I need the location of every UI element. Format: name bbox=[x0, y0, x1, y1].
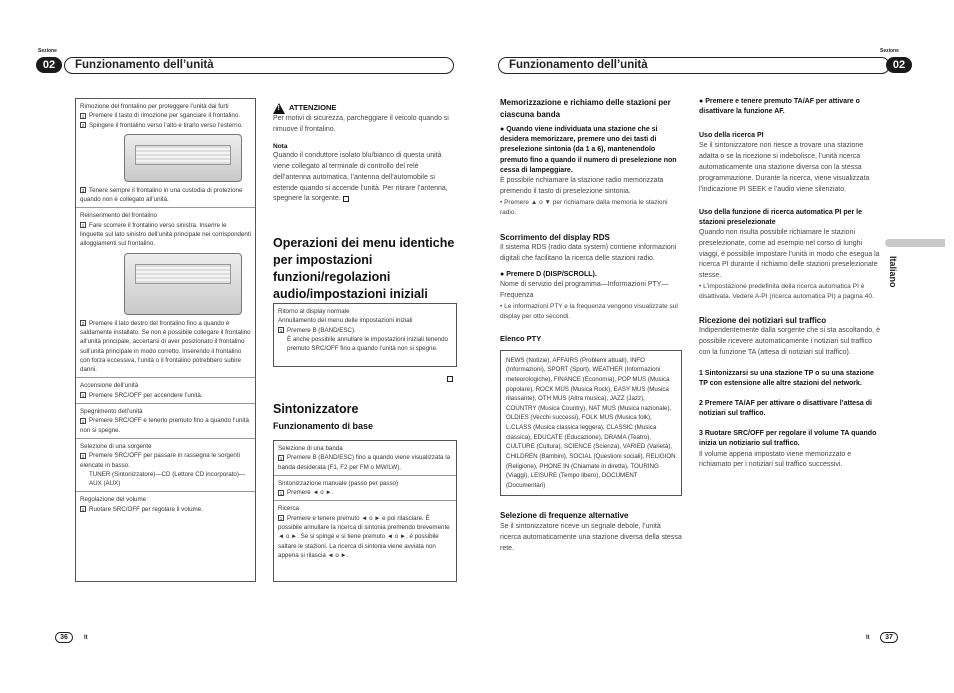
reattach-step2: Premere il lato destro del frontalino fino a quando è saldamente installato. Se non è possibile collegare il frontalino all’unità principale, accertarsi di aver posizionato il frontalino sull’unità principale in modo corretto. Inserendo il frontalino con forza eccessiva, l’unità o il frontalino potrebbero subire danni. bbox=[80, 319, 251, 374]
api-heading: Uso della funzione di ricerca automatica PI per le stazioni preselezionate bbox=[699, 208, 862, 226]
return-title: Ritorno al display normale bbox=[278, 308, 350, 315]
right-column-1: Memorizzazione e richiamo delle stazioni per ciascuna banda ● Quando viene individuata una stazione che si desidera memorizzare, premere uno dei tasti di preselezione sintonia (da 1 a 6), mantenendolo premuto fino a quando il numero di preselezione non cessa di lampeggiare. È possibile richiamare la stazione radio memorizzata premendo il tasto di preselezione sintonia. • Premere ▲ o ▼ per richiamare dalla memoria le stazioni radio. Scorrimento del display RDS Il sistema RDS (radio data system) contiene informazioni digitali che facilitano la ricerca delle stazioni radio. ● Premere D (DISP/SCROLL). Nome di servizio del programma—Informazioni PTY—Frequenza • Le informazioni PTY e la frequenza vengono visualizzate sul display per otto secondi. Elenco PTY NEWS (Notizie), AFFAIRS (Problemi attuali), INFO (Informazioni), SPORT (Sport), WEATHER (Informazioni meteorologiche), FINANCE (Economia), POP MUS (Musica popolare), ROCK MUS (Musica Rock), EASY MUS (Musica rilassante), OTH MUS (Altra musica), JAZZ (Jazz), COUNTRY (Musica Country), NAT MUS (Musica nazionale), OLDIES (Vecchi successi), FOLK MUS (Musica folk), L.CLASS (Musica classica leggera), CLASSIC (Musica classica), EDUCATE (Educazione), DRAMA (Teatro), CULTURE (Cultura), SCIENCE (Scienza), VARIED (Varietà), CHILDREN (Bambini), SOCIAL (Questioni sociali), RELIGION (Religione), PHONE IN (Chiamate in diretta), TOURING (Viaggi), LEISURE (Tempo libero), DOCUMENT (Documentari) Selezione di frequenze alternative Se il sintonizzatore riceve un segnale debole, l’unità ricerca automaticamente una stazione diversa della stessa rete. bbox=[500, 97, 682, 554]
ta-step1: 1 Sintonizzarsi su una stazione TP o su una stazione TP con estensione alle altre stazioni del network. bbox=[699, 369, 874, 387]
remove-section: Rimozione del frontalino per proteggere l’unità dai furti 1 Premere il tasto di rimozione per sganciare il frontalino. 2 Spingere il frontalino verso l’alto e tirarlo verso l’esterno. 3 Tenere sempre il frontalino in una custodia di protezione quando non è collegato all’unità. bbox=[76, 99, 255, 207]
note-title: Nota bbox=[273, 142, 288, 150]
seek-title: Ricerca bbox=[278, 505, 299, 513]
header-title-left: Funzionamento dell’unità bbox=[64, 57, 454, 74]
volume-title: Regolazione del volume bbox=[80, 496, 147, 504]
pi-text: Se il sintonizzatore non riesce a trovare una stazione adatta o se la ricezione si indebolisce, l’unità ricerca automaticamente una stazione diversa con la stessa programmazione. Durante la ricerca, viene visualizzata l’indicazione PI SEEK e l’audio viene silenziato. bbox=[699, 142, 870, 193]
reattach-title: Reinserimento del frontalino bbox=[80, 212, 158, 220]
ta-text: Indipendentemente dalla sorgente che si sta ascoltando, è possibile ricevere automaticamente i notiziari sul traffico con la funzione TA (attesa di notiziari sul traffico). bbox=[699, 327, 880, 356]
rds-text: Il sistema RDS (radio data system) contiene informazioni digitali che facilitano la ricerca delle stazioni radio. bbox=[500, 244, 677, 263]
memory-text: È possibile richiamare la stazione radio memorizzata premendo il tasto di preselezione sintonia. bbox=[500, 176, 664, 195]
attention-title: ATTENZIONE bbox=[289, 103, 337, 113]
ta-heading: Ricezione dei notiziari sul traffico bbox=[699, 315, 827, 325]
source-title: Selezione di una sorgente bbox=[80, 442, 152, 450]
volume-text: Ruotare SRC/OFF per regolare il volume. bbox=[89, 505, 203, 513]
alt-freq-text: Se il sintonizzatore riceve un segnale debole, l’unità ricerca automaticamente una stazione diversa della stessa rete. bbox=[500, 522, 682, 552]
section-number-right: 02 bbox=[886, 57, 912, 73]
return-subtitle: Annullamento del menu delle impostazioni iniziali bbox=[278, 317, 413, 325]
band-title: Selezione di una banda bbox=[278, 445, 343, 452]
manual-title: Sintonizzazione manuale (passo per passo) bbox=[278, 479, 399, 487]
tuner-heading: Sintonizzatore bbox=[273, 402, 359, 416]
remove-step1: Premere il tasto di rimozione per sganciare il frontalino. bbox=[89, 112, 240, 120]
lang-left: It bbox=[84, 635, 88, 641]
operations-box bbox=[75, 98, 256, 582]
power-off-title: Spegnimento dell’unità bbox=[80, 408, 143, 416]
return-step1: Premere B (BAND/ESC). bbox=[287, 326, 356, 334]
section-label-right: Sezione bbox=[880, 48, 899, 54]
power-on-title: Accensione dell’unità bbox=[80, 382, 139, 390]
reattach-step1: Fare scorrere il frontalino verso sinistra. Inserire le linguette sul lato sinistro dell’unità principale nei corrispondenti alloggiamenti sul frontalino. bbox=[80, 221, 251, 248]
tuner-box: Selezione di una banda 1 Premere B (BAND/ESC) fino a quando viene visualizzata la banda desiderata (F1, F2 per FM o MW/LW). Sintonizzazione manuale (passo per passo) 1 Premere ◄ o ►. Ricerca 1 Premere e tenere premuto ◄ o ► e poi rilasciare. È possibile annullare la ricerca di sintonia premendo brevemente ◄ o ►. Se si spinge e si tiene premuto ◄ o ►, è possibile saltare le stazioni. La ricerca di sintonia viene avviata non appena si rilascia ◄ o ►. bbox=[273, 440, 457, 582]
language-tab-label: Italiano bbox=[888, 256, 898, 288]
note-text: Quando il conduttore isolato blu/bianco di questa unità viene collegato al terminale di controllo del relè dell’antenna automatica, l’antenna dell’automobile si estende quando si accende l’unità. Per ritirare l’antenna, spegnere la sorgente. bbox=[273, 152, 448, 203]
rds-bullet: Premere D (DISP/SCROLL). bbox=[506, 270, 597, 278]
remove-step3: Tenere sempre il frontalino in una custodia di protezione quando non è collegato all’unità. bbox=[80, 186, 243, 204]
reattach-section: Reinserimento del frontalino 1 Fare scorrere il frontalino verso sinistra. Inserire le linguette sul lato sinistro dell’unità principale nei corrispondenti alloggiamenti sul frontalino. 2 Premere il lato destro del frontalino fino a quando è saldamente installato. Se non è possibile collegare il frontalino all’unità principale, accertarsi di aver posizionato il frontalino sull’unità principale in modo corretto. Inserendo il frontalino con forza eccessiva, l’unità o il frontalino potrebbero subire danni. bbox=[76, 207, 255, 377]
memory-heading: Memorizzazione e richiamo delle stazioni per ciascuna banda bbox=[500, 98, 671, 119]
return-display-box: Ritorno al display normale Annullamento del menu delle impostazioni iniziali 1 Premere B (BAND/ESC). È anche possibile annullare le impostazioni iniziali tenendo premuto SRC/OFF fino a quando l’unità non si spegne. bbox=[273, 303, 457, 367]
api-text: Quando non risulta possibile richiamare le stazioni preselezionate, come ad esempio nel corso di lunghi viaggi, è possibile impostare l’unità in modo che esegua la ricerca PI durante il richiamo delle stazioni preselezionate stesse. bbox=[699, 228, 880, 280]
power-off-section: Spegnimento dell’unità 1 Premere SRC/OFF e tenerlo premuto fino a quando l’unità non si spegne. bbox=[76, 403, 255, 438]
header-title-right: Funzionamento dell’unità bbox=[498, 57, 890, 74]
initial-settings-heading: Operazioni dei menu identiche per impostazioni funzioni/regolazioni audio/impostazioni iniziali bbox=[273, 236, 455, 301]
power-on-text: Premere SRC/OFF per accendere l’unità. bbox=[89, 391, 203, 399]
right-column-2: ● Premere e tenere premuto TA/AF per attivare o disattivare la funzione AF. Uso della ricerca PI Se il sintonizzatore non riesce a trovare una stazione adatta o se la ricezione si indebolisce, l’unità ricerca automaticamente una stazione diversa con la stessa programmazione. Durante la ricerca, viene visualizzata l’indicazione PI SEEK e l’audio viene silenziato. Uso della funzione di ricerca automatica PI per le stazioni preselezionate Quando non risulta possibile richiamare le stazioni preselezionate, come ad esempio nel corso di lunghi viaggi, è possibile impostare l’unità in modo che esegua la ricerca PI durante il richiamo delle stazioni preselezionate stesse. • L’impostazione predefinita della ricerca automatica PI è disattivata. Vedere A-PI (ricerca automatica PI) a pagina 40. Ricezione dei notiziari sul traffico Indipendentemente dalla sorgente che si sta ascoltando, è possibile ricevere automaticamente i notiziari sul traffico con la funzione TA (attesa di notiziari sul traffico). 1 Sintonizzarsi su una stazione TP o su una stazione TP con estensione alle altre stazioni del network. 2 Premere TA/AF per attivare o disattivare l’attesa di notiziari sul traffico. 3 Ruotare SRC/OFF per regolare il volume TA quando inizia un notiziario sul traffico. Il volume appena impostato viene memorizzato e richiamato per i notiziari sul traffico successivi. bbox=[699, 97, 881, 471]
af-bullet: Premere e tenere premuto TA/AF per attivare o disattivare la funzione AF. bbox=[699, 98, 860, 116]
api-note: L’impostazione predefinita della ricerca automatica PI è disattivata. Vedere A-PI (ricerca automatica PI) a pagina 40. bbox=[699, 283, 874, 301]
end-mark-icon-2 bbox=[447, 376, 453, 382]
source-text: Premere SRC/OFF per passare in rassegna le sorgenti elencate in basso. bbox=[80, 452, 240, 469]
memory-bullet: Quando viene individuata una stazione che si desidera memorizzare, premere uno dei tasti di preselezione sintonia (da 1 a 6), mantenendolo premuto fino a quando il numero di preselezione non cessa di lampeggiare. bbox=[500, 126, 677, 174]
volume-section: Regolazione del volume 1 Ruotare SRC/OFF per regolare il volume. bbox=[76, 491, 255, 517]
warning-icon bbox=[273, 103, 285, 114]
ta-step2: 2 Premere TA/AF per attivare o disattivare l’attesa di notiziari sul traffico. bbox=[699, 399, 872, 418]
page-number-left: 36 bbox=[55, 632, 73, 643]
front-panel-removal-illustration bbox=[124, 134, 242, 182]
source-section: Selezione di una sorgente 1 Premere SRC/OFF per passare in rassegna le sorgenti elencate in basso. TUNER (Sintonizzatore)—CD (Lettore CD incorporato)—AUX (AUX) bbox=[76, 438, 255, 491]
section-number-left: 02 bbox=[36, 57, 62, 73]
rds-heading: Scorrimento del display RDS bbox=[500, 232, 610, 242]
end-mark-icon bbox=[343, 196, 349, 202]
section-label-left: Sezione bbox=[38, 48, 57, 54]
manual-text: Premere ◄ o ►. bbox=[287, 489, 334, 497]
attention-text: Per motivi di sicurezza, parcheggiare il veicolo quando si rimuove il frontalino. bbox=[273, 115, 449, 133]
memory-note: Premere ▲ o ▼ per richiamare dalla memoria le stazioni radio. bbox=[500, 198, 668, 216]
band-text: Premere B (BAND/ESC) fino a quando viene visualizzata la banda desiderata (F1, F2 per FM o MW/LW). bbox=[278, 454, 451, 471]
seek-text: Premere e tenere premuto ◄ o ► e poi rilasciare. È possibile annullare la ricerca di sintonia premendo brevemente ◄ o ►. Se si spinge e si tiene premuto ◄ o ►, è possibile saltare le stazioni. La ricerca di sintonia viene avviata non appena si rilascia ◄ o ►. bbox=[278, 514, 450, 559]
ta-step3-text: Il volume appena impostato viene memorizzato e richiamato per i notiziari sul traffico successivi. bbox=[699, 450, 852, 469]
page-number-right: 37 bbox=[880, 632, 898, 643]
remove-step2: Spingere il frontalino verso l’alto e tirarlo verso l’esterno. bbox=[89, 121, 243, 129]
lang-right: It bbox=[866, 635, 870, 641]
rds-text2: Nome di servizio del programma—Informazioni PTY—Frequenza bbox=[500, 281, 669, 299]
language-tab bbox=[885, 239, 945, 247]
pty-list-box: NEWS (Notizie), AFFAIRS (Problemi attuali), INFO (Informazioni), SPORT (Sport), WEATHER (Informazioni meteorologiche), FINANCE (Economia), POP MUS (Musica popolare), ROCK MUS (Musica Rock), EASY MUS (Musica rilassante), OTH MUS (Altra musica), JAZZ (Jazz), COUNTRY (Musica Country), NAT MUS (Musica nazionale), OLDIES (Vecchi successi), FOLK MUS (Musica folk), L.CLASS (Musica classica leggera), CLASSIC (Musica classica), EDUCATE (Educazione), DRAMA (Teatro), CULTURE (Cultura), SCIENCE (Scienza), VARIED (Varietà), CHILDREN (Bambini), SOCIAL (Questioni sociali), RELIGION (Religione), PHONE IN (Chiamate in diretta), TOURING (Viaggi), LEISURE (Tempo libero), DOCUMENT (Documentari) bbox=[500, 350, 682, 497]
source-list: TUNER (Sintonizzatore)—CD (Lettore CD incorporato)—AUX (AUX) bbox=[89, 470, 246, 488]
pi-heading: Uso della ricerca PI bbox=[699, 132, 764, 140]
pty-heading: Elenco PTY bbox=[500, 333, 542, 343]
power-off-text: Premere SRC/OFF e tenerlo premuto fino a quando l’unità non si spegne. bbox=[80, 417, 249, 434]
front-panel-attach-illustration bbox=[124, 253, 242, 315]
power-on-section: Accensione dell’unità 1 Premere SRC/OFF per accendere l’unità. bbox=[76, 377, 255, 403]
remove-title: Rimozione del frontalino per proteggere l’unità dai furti bbox=[80, 103, 229, 110]
tuner-subheading: Funzionamento di base bbox=[273, 421, 374, 431]
return-step2: È anche possibile annullare le impostazioni iniziali tenendo premuto SRC/OFF fino a quando l’unità non si spegne. bbox=[287, 335, 448, 353]
alt-freq-heading: Selezione di frequenze alternative bbox=[500, 511, 629, 521]
ta-step3: 3 Ruotare SRC/OFF per regolare il volume TA quando inizia un notiziario sul traffico. bbox=[699, 430, 877, 448]
attention-block bbox=[273, 103, 455, 205]
rds-note: Le informazioni PTY e la frequenza vengono visualizzate sul display per otto secondi. bbox=[500, 302, 678, 320]
